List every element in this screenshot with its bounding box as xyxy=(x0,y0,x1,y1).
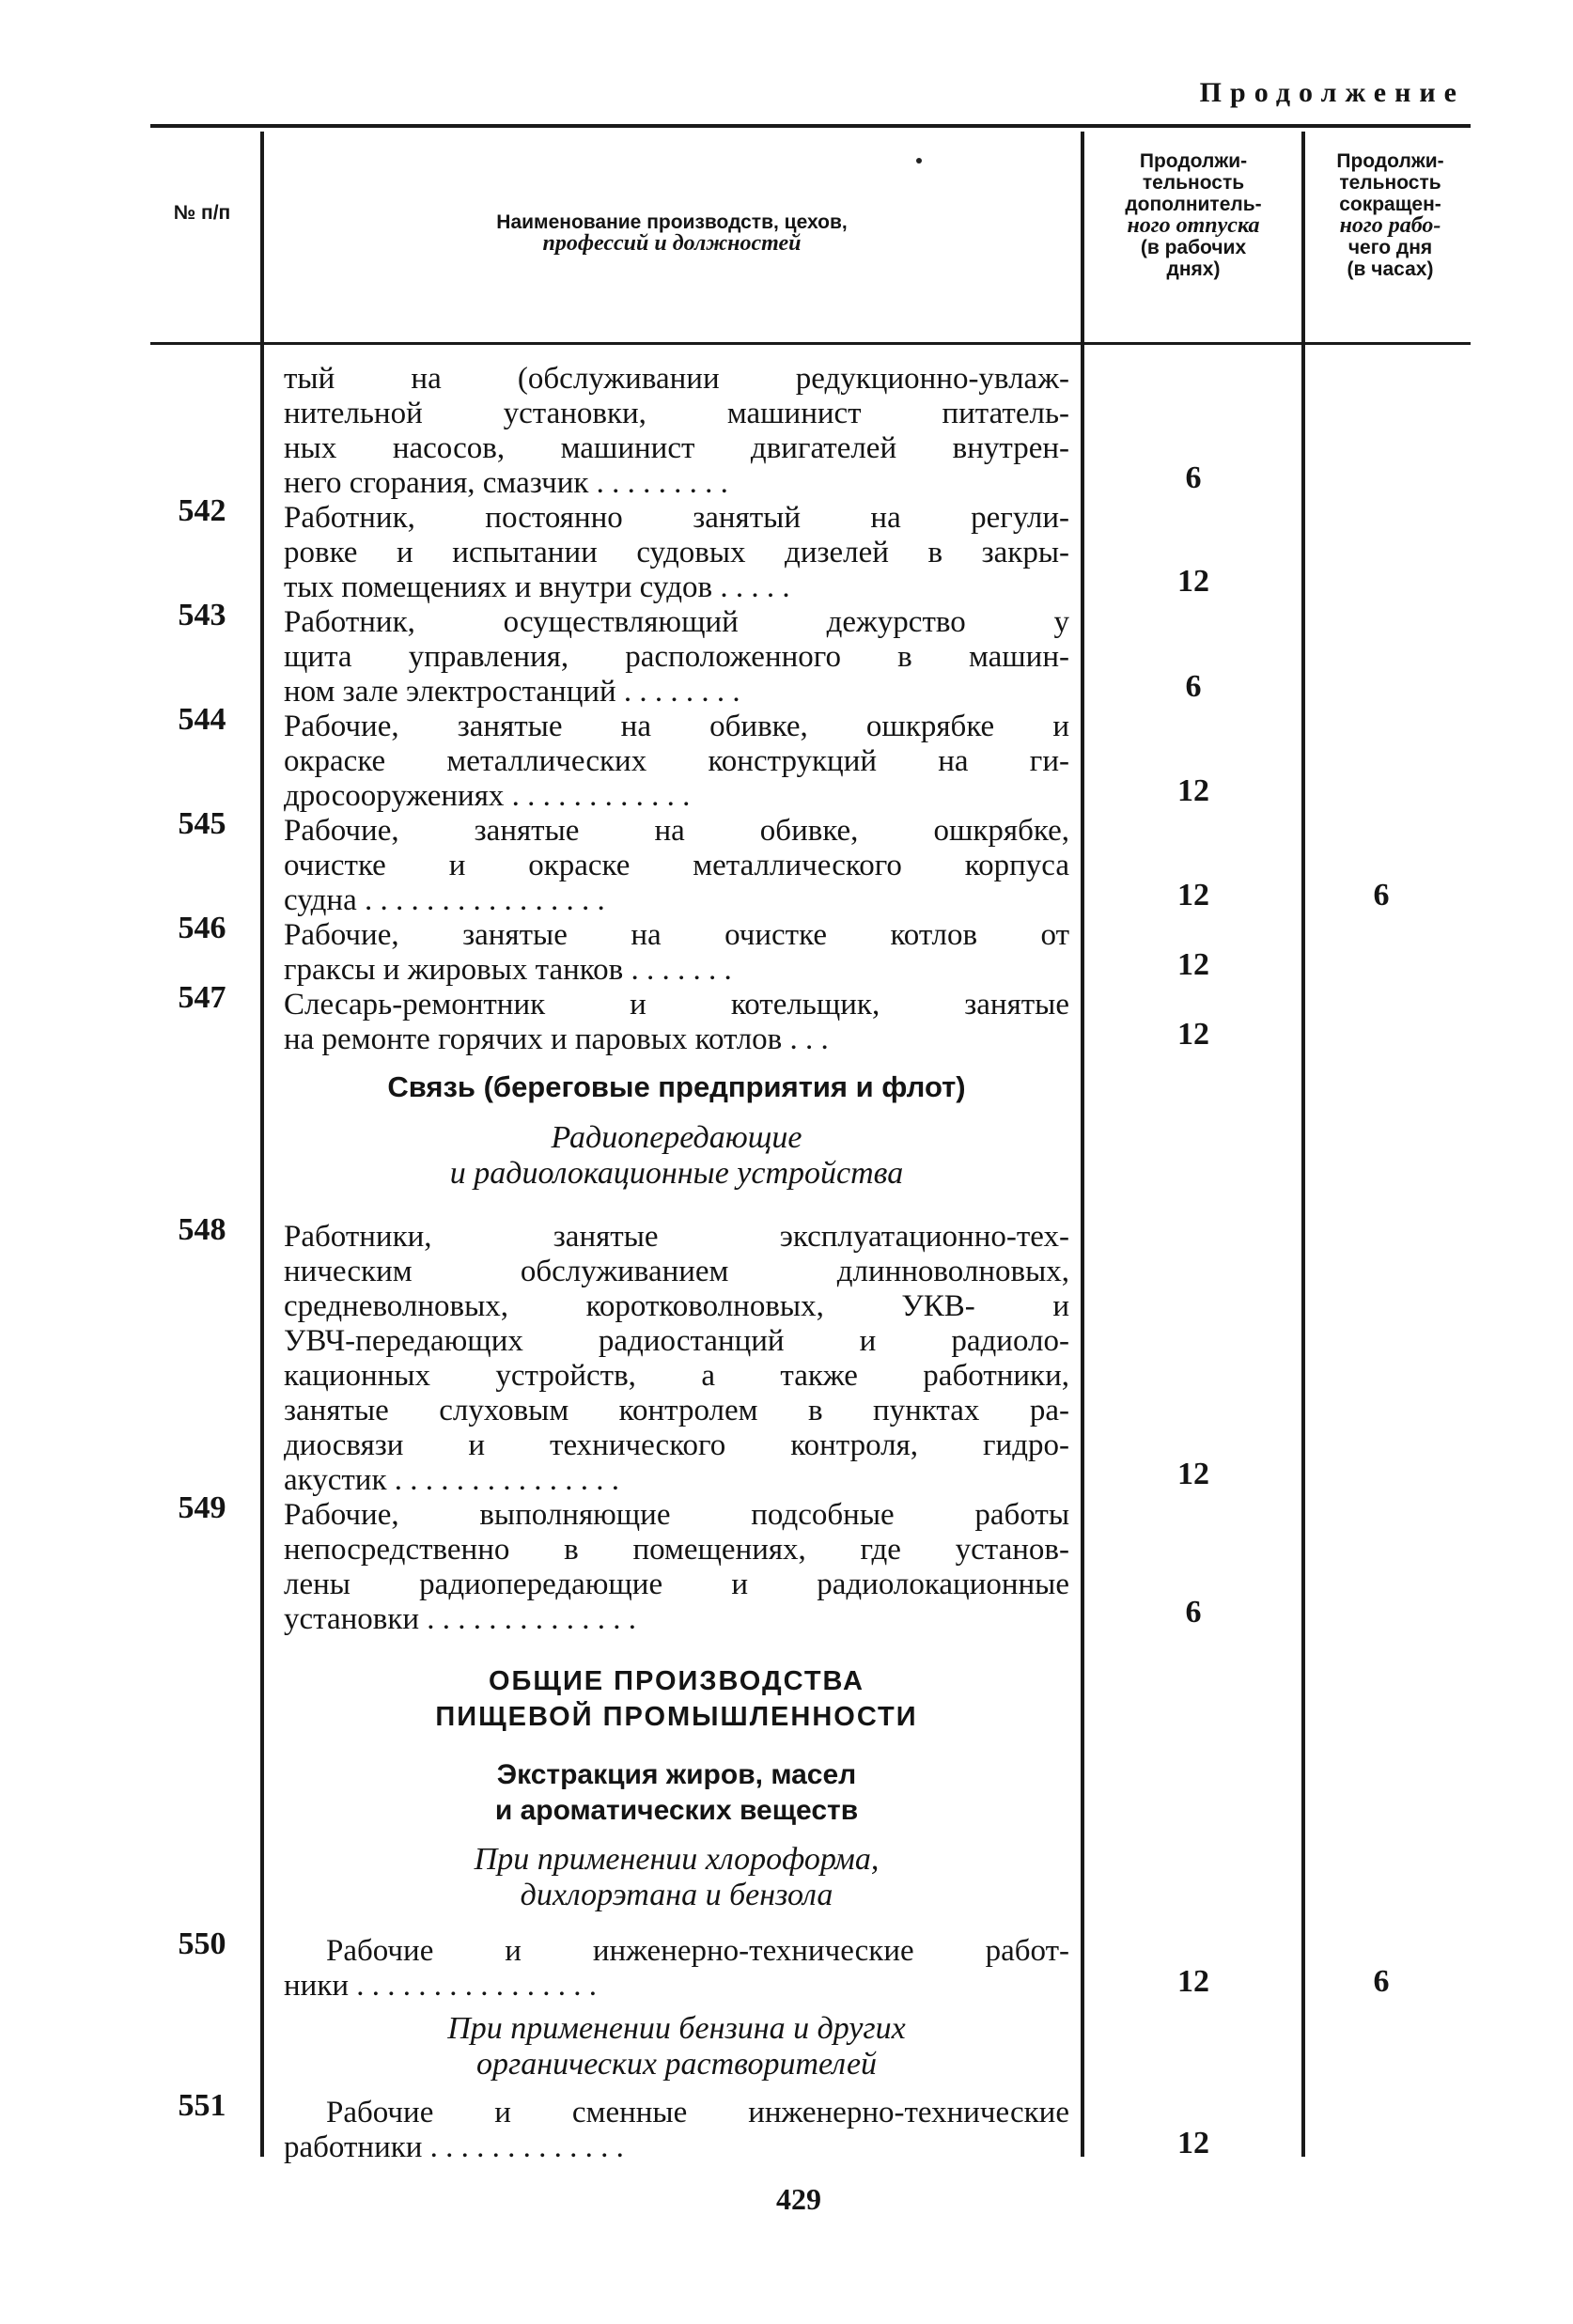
continuation-text xyxy=(284,362,1069,501)
leave-value: 12 xyxy=(1177,2126,1209,2160)
text-line: очистке и окраске металлического корпуса xyxy=(284,849,1069,882)
section-line: ПИЩЕВОЙ ПРОМЫШЛЕННОСТИ xyxy=(435,1702,918,1732)
text-line: Рабочие, занятые на обивке, ошкрябке и xyxy=(284,710,1069,743)
subsection-line: дихлорэтана и бензола xyxy=(520,1878,833,1912)
text-line: нительной установки, машинист питатель- xyxy=(284,397,1069,430)
subsection-heading-benzine xyxy=(284,2011,1069,2082)
text-line: Рабочие и инженерно-технические работ- xyxy=(326,1934,1069,1968)
header-leave-line: тельность xyxy=(1142,172,1245,194)
text-line: щита управления, расположенного в машин- xyxy=(284,640,1069,674)
header-hours-line: (в часах) xyxy=(1347,258,1434,280)
text-line: кационных устройств, а также работники, xyxy=(284,1359,1069,1393)
text-line: Рабочие, занятые на очистке котлов от xyxy=(284,918,1069,952)
leave-value: 12 xyxy=(1177,564,1209,599)
section-heading-food xyxy=(284,1663,1069,1735)
text-line: установки . . . . . . . . . . . . . . xyxy=(284,1602,637,1636)
leave-value: 6 xyxy=(1185,669,1202,704)
text-line: судна . . . . . . . . . . . . . . . . xyxy=(284,883,605,917)
text-line: ных насосов, машинист двигателей внутрен- xyxy=(284,431,1069,465)
row-text xyxy=(284,918,1069,988)
continued-label: Продолжение xyxy=(1199,77,1465,108)
text-line: ном зале электростанций . . . . . . . . xyxy=(284,675,740,709)
leave-value: 6 xyxy=(1185,1595,1202,1630)
row-number: 548 xyxy=(178,1212,226,1247)
row-number: 542 xyxy=(178,493,226,528)
section-heading-communication: Связь (береговые предприятия и флот) xyxy=(387,1070,966,1103)
header-bottom-rule xyxy=(150,342,1471,345)
column-rule-2 xyxy=(1081,132,1084,2157)
header-num-label: № п/п xyxy=(173,202,231,224)
row-text xyxy=(284,1498,1069,1637)
text-line: него сгорания, смазчик . . . . . . . . . xyxy=(284,466,728,500)
hours-value: 6 xyxy=(1373,878,1390,912)
text-line: Рабочие, занятые на обивке, ошкрябке, xyxy=(284,814,1069,848)
subsection-heading-extraction xyxy=(284,1757,1069,1829)
subsection-heading-radio xyxy=(284,1120,1069,1192)
column-rule-3 xyxy=(1301,132,1305,2157)
header-leave-line: дополнитель- xyxy=(1125,194,1262,215)
row-text xyxy=(284,710,1069,814)
row-number: 546 xyxy=(178,911,226,945)
header-hours-line: чего дня xyxy=(1347,237,1433,258)
text-line: ровке и испытании судовых дизелей в закры- xyxy=(284,536,1069,569)
row-number: 545 xyxy=(178,806,226,841)
header-hours-line: сокращен- xyxy=(1339,194,1441,215)
row-number: 547 xyxy=(178,980,226,1015)
text-line: диосвязи и технического контроля, гидро- xyxy=(284,1428,1069,1462)
text-line: Рабочие и сменные инженерно-технические xyxy=(326,2096,1069,2129)
text-line: тых помещениях и внутри судов . . . . . xyxy=(284,570,790,604)
row-text xyxy=(284,814,1069,918)
text-line: гракcы и жировых танков . . . . . . . xyxy=(284,953,732,987)
text-line: Работники, занятые эксплуатационно-тех- xyxy=(284,1220,1069,1254)
subsection-line: Экстракция жиров, масел xyxy=(496,1759,857,1790)
subsection-line: Радиопередающие xyxy=(551,1120,802,1155)
row-text xyxy=(284,1220,1069,1498)
row-text xyxy=(284,501,1069,605)
leave-value: 12 xyxy=(1177,947,1209,982)
subsection-line: органических растворителей xyxy=(475,2047,878,2082)
row-number: 550 xyxy=(178,1926,226,1961)
leave-value: 6 xyxy=(1185,460,1202,495)
header-num xyxy=(169,202,235,224)
header-hours xyxy=(1308,150,1472,280)
text-line: УВЧ-передающих радиостанций и радиоло- xyxy=(284,1324,1069,1358)
row-number: 551 xyxy=(178,2088,226,2123)
row-number: 549 xyxy=(178,1490,226,1525)
section-line: ОБЩИЕ ПРОИЗВОДСТВА xyxy=(488,1666,864,1696)
row-text xyxy=(284,605,1069,710)
text-line: Рабочие, выполняющие подсобные работы xyxy=(284,1498,1069,1532)
header-leave xyxy=(1090,150,1297,280)
leave-value: 12 xyxy=(1177,1017,1209,1052)
column-rule-1 xyxy=(260,132,264,2157)
text-line: Слесарь-ремонтник и котельщик, занятые xyxy=(284,988,1069,1022)
subsection-heading-chloroform xyxy=(284,1842,1069,1913)
text-line: лены радиопередающие и радиолокационные xyxy=(284,1568,1069,1601)
header-name-line2: профессий и должностей xyxy=(542,231,802,256)
header-hours-line: Продолжи- xyxy=(1336,150,1444,172)
text-line: окраске металлических конструкций на ги- xyxy=(284,744,1069,778)
header-top-rule xyxy=(150,124,1471,128)
text-line: непосредственно в помещениях, где установ- xyxy=(284,1533,1069,1567)
text-line: ники . . . . . . . . . . . . . . . . xyxy=(284,1969,598,2003)
leave-value: 12 xyxy=(1177,773,1209,808)
text-line: акустик . . . . . . . . . . . . . . . xyxy=(284,1463,619,1497)
text-line: работники . . . . . . . . . . . . . xyxy=(284,2130,624,2164)
subsection-line: При применении хлороформа, xyxy=(474,1842,880,1877)
header-name-line1: Наименование производств, цехов, xyxy=(496,211,848,233)
row-text xyxy=(284,1934,1069,2004)
header-hours-line: тельность xyxy=(1339,172,1441,194)
subsection-line: При применении бензина и других xyxy=(447,2011,906,2046)
header-leave-line: ного отпуска xyxy=(1127,213,1260,238)
subsection-line: и ароматических веществ xyxy=(494,1795,859,1826)
text-line: тый на (обслуживании редукционно-увлаж- xyxy=(284,362,1069,396)
row-text xyxy=(284,2096,1069,2165)
leave-value: 12 xyxy=(1177,878,1209,912)
text-line: Работник, постоянно занятый на регули- xyxy=(284,501,1069,535)
row-number: 544 xyxy=(178,702,226,737)
row-text xyxy=(284,988,1069,1057)
header-leave-line: (в рабочих xyxy=(1140,237,1247,258)
leave-value: 12 xyxy=(1177,1457,1209,1491)
text-line: занятые слуховым контролем в пунктах ра- xyxy=(284,1394,1069,1427)
header-leave-line: днях) xyxy=(1166,258,1221,280)
header-leave-line: Продолжи- xyxy=(1139,150,1248,172)
page-number: 429 xyxy=(776,2182,821,2216)
hours-value: 6 xyxy=(1373,1964,1390,1999)
header-name xyxy=(282,211,1062,255)
leave-value: 12 xyxy=(1177,1964,1209,1999)
row-number: 543 xyxy=(178,598,226,632)
text-line: дросооружениях . . . . . . . . . . . . xyxy=(284,779,691,813)
text-line: ническим обслуживанием длинноволновых, xyxy=(284,1255,1069,1288)
header-hours-line: ного рабо- xyxy=(1339,213,1441,238)
text-line: Работник, осуществляющий дежурство у xyxy=(284,605,1069,639)
text-line: на ремонте горячих и паровых котлов . . . xyxy=(284,1022,829,1056)
text-line: средневолновых, коротковолновых, УКВ- и xyxy=(284,1289,1069,1323)
subsection-line: и радиолокационные устройства xyxy=(449,1156,904,1191)
speck-mark xyxy=(916,158,922,164)
